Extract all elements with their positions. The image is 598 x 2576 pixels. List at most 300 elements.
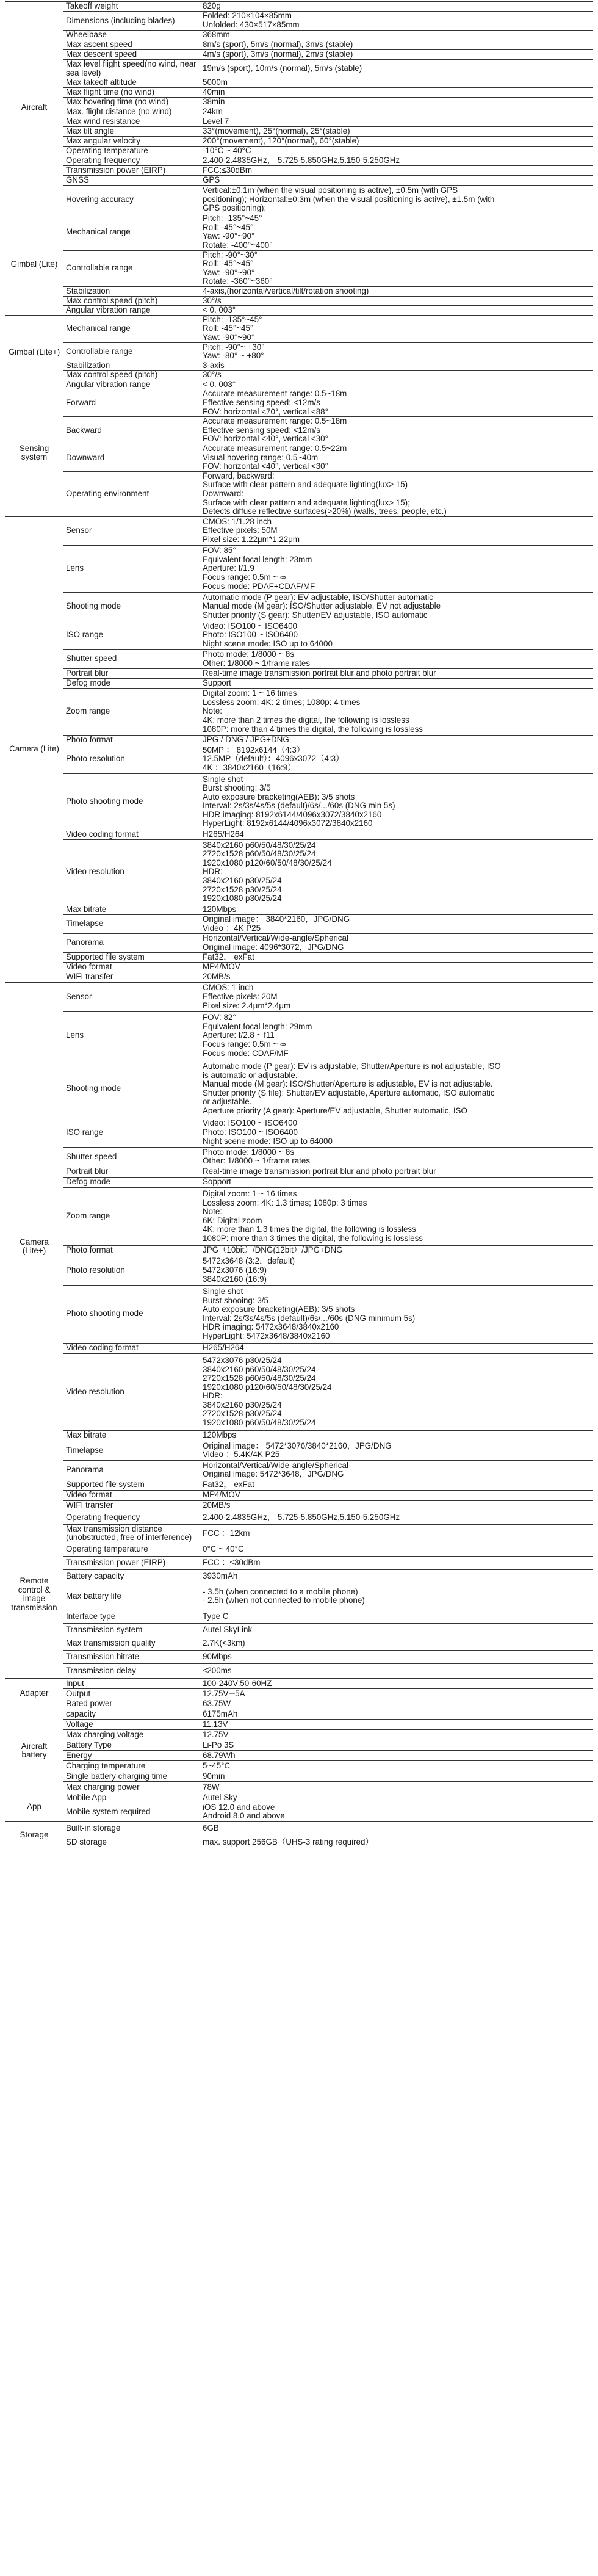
spec-value	[200, 1803, 593, 1821]
section-category: Aircraft	[5, 2, 63, 214]
spec-value-line: 2.7K(<3km)	[203, 1638, 245, 1648]
spec-value-line: 30°/s	[203, 370, 222, 380]
spec-row	[5, 12, 593, 31]
spec-value-line: 1920x1080 p60/50/48/30/25/24	[203, 1418, 316, 1428]
spec-value-line: Horizontal/Vertical/Wide-angle/Spherical	[203, 933, 348, 943]
spec-value-line: 8m/s (sport), 5m/s (normal), 3m/s (stable)	[203, 40, 353, 49]
spec-row	[5, 1610, 593, 1623]
spec-row	[5, 444, 593, 472]
spec-value	[200, 1524, 593, 1543]
spec-label: Battery Type	[63, 1740, 200, 1750]
spec-value	[200, 417, 593, 444]
spec-label: Dimensions (including blades)	[63, 12, 200, 31]
spec-row	[5, 50, 593, 60]
spec-row	[5, 962, 593, 972]
spec-value-line: Auto exposure bracketing(AEB): 3/5 shots	[203, 1304, 355, 1314]
spec-label: Built-in storage	[63, 1821, 200, 1836]
spec-value-line: 6K: Digital zoom	[203, 1215, 262, 1225]
spec-value-line: Effective sensing speed: <12m/s	[203, 398, 320, 408]
spec-label: Output	[63, 1688, 200, 1699]
section-category: Camera (Lite+)	[5, 982, 63, 1511]
spec-row	[5, 735, 593, 745]
spec-value-line: Yaw: -90°~90°	[203, 267, 255, 277]
spec-value-line: 3840x2160 p30/25/24	[203, 1400, 282, 1409]
spec-value	[200, 1177, 593, 1187]
spec-value	[200, 1060, 593, 1118]
spec-value-line: Pitch: -90°~ +30°	[203, 342, 265, 352]
spec-value	[200, 1663, 593, 1678]
spec-value-line: FOV: 85°	[203, 546, 236, 555]
spec-value-line: Autel SkyLink	[203, 1625, 253, 1635]
spec-value-line: or adjustable.	[203, 1097, 252, 1107]
spec-value	[200, 137, 593, 147]
spec-value-line: Photo: ISO100 ~ ISO6400	[203, 630, 298, 640]
spec-value	[200, 773, 593, 830]
spec-value	[200, 1623, 593, 1637]
spec-row	[5, 1543, 593, 1556]
spec-value-line: MP4/MOV	[203, 962, 240, 971]
spec-value-line: < 0. 003°	[203, 380, 236, 389]
spec-value	[200, 88, 593, 98]
spec-value-line: Effective sensing speed: <12m/s	[203, 425, 320, 435]
section-category: App	[5, 1793, 63, 1821]
spec-label: Interface type	[63, 1610, 200, 1623]
spec-row	[5, 315, 593, 342]
spec-value	[200, 60, 593, 78]
spec-label: Supported file system	[63, 1480, 200, 1490]
spec-value	[200, 1460, 593, 1480]
spec-value-line: iOS 12.0 and above	[203, 1803, 275, 1812]
spec-row	[5, 1709, 593, 1719]
spec-label: Voltage	[63, 1719, 200, 1729]
spec-value	[200, 1719, 593, 1729]
spec-value-line: Video ：4K P25	[203, 923, 261, 933]
spec-value	[200, 592, 593, 621]
spec-value-line: - 3.5h (when connected to a mobile phone)	[203, 1586, 358, 1596]
spec-value-line: 368mm	[203, 30, 230, 40]
spec-value-line: Original image： 3840*2160，JPG/DNG	[203, 914, 350, 924]
spec-value-line: FOV: horizontal <40°, vertical <30°	[203, 434, 328, 444]
spec-row	[5, 1490, 593, 1500]
spec-value-line: ≤200ms	[203, 1666, 232, 1676]
spec-label: Operating environment	[63, 471, 200, 516]
spec-label: WIFI transfer	[63, 1500, 200, 1511]
spec-value-line: Note:	[203, 1207, 223, 1217]
spec-label: Operating temperature	[63, 1543, 200, 1556]
spec-value-line: Li-Po 3S	[203, 1740, 234, 1749]
spec-value-line: Real-time image transmission portrait blur and photo portrait blur	[203, 668, 436, 678]
spec-label: Max bitrate	[63, 905, 200, 914]
spec-value-line: 12.75V	[203, 1729, 229, 1739]
spec-value-line: Yaw: -90°~90°	[203, 231, 255, 241]
spec-row	[5, 1803, 593, 1821]
spec-row	[5, 688, 593, 735]
spec-value-line: Autel Sky	[203, 1793, 237, 1802]
spec-value-line: Shutter priority (S file): Shutter/EV adjustable, Aperture automatic, ISO automatic	[203, 1088, 495, 1098]
spec-value-line: Real-time image transmission portrait blur and photo portrait blur	[203, 1167, 436, 1176]
spec-value	[200, 1781, 593, 1793]
spec-value-line: Aperture: f/2.8 ~ f11	[203, 1030, 275, 1040]
spec-value	[200, 1836, 593, 1850]
spec-label: Forward	[63, 389, 200, 417]
spec-value-line: 5472x3648 (3:2，default)	[203, 1256, 295, 1266]
spec-label: Supported file system	[63, 952, 200, 962]
spec-value	[200, 98, 593, 107]
spec-value	[200, 1256, 593, 1285]
spec-value-line: 33°(movement), 25°(normal), 25°(stable)	[203, 126, 350, 136]
spec-value-line: Type C	[203, 1612, 229, 1621]
spec-label: ISO range	[63, 621, 200, 649]
spec-value-line: FOV: 82°	[203, 1013, 236, 1022]
spec-value-line: Shutter priority (S gear): Shutter/EV adjustable, ISO automatic	[203, 610, 428, 620]
spec-value-line: 63.75W	[203, 1699, 231, 1709]
spec-value-line: GPS positioning);	[203, 203, 267, 213]
spec-row	[5, 380, 593, 389]
spec-row	[5, 678, 593, 688]
spec-row	[5, 1500, 593, 1511]
spec-value-line: 68.79Wh	[203, 1750, 236, 1760]
spec-value-line: Interval: 2s/3s/4s/5s (default)/6s/.../60s (DNG minimum 5s)	[203, 1313, 416, 1323]
spec-value	[200, 1187, 593, 1245]
spec-label: Photo shooting mode	[63, 1285, 200, 1343]
spec-label: Sensor	[63, 516, 200, 545]
spec-value	[200, 380, 593, 389]
spec-row	[5, 1167, 593, 1177]
spec-value-line: 3840x2160 (16:9)	[203, 1274, 267, 1284]
spec-label: Shooting mode	[63, 1060, 200, 1118]
spec-value	[200, 830, 593, 839]
spec-value	[200, 1353, 593, 1430]
spec-value-line: 4-axis,(horizontal/vertical/tilt/rotation shooting)	[203, 286, 369, 295]
spec-value-line: 1920x1080 p120/60/50/48/30/25/24	[203, 858, 332, 867]
spec-value	[200, 1793, 593, 1803]
spec-value-line: 4K: more than 1.3 times the digital, the following is lossless	[203, 1225, 416, 1234]
spec-row	[5, 1663, 593, 1678]
spec-value-line: 2.400-2.4835GHz， 5.725-5.850GHz,5.150-5.250GHz	[203, 1512, 400, 1522]
section-category: Gimbal (Lite+)	[5, 315, 63, 389]
spec-row	[5, 471, 593, 516]
spec-value-line: Manual mode (M gear): ISO/Shutter adjustable, EV not adjustable	[203, 601, 441, 611]
spec-value-line: Original image: 5472*3648，JPG/DNG	[203, 1469, 344, 1479]
spec-row	[5, 1583, 593, 1610]
spec-label: Hovering accuracy	[63, 186, 200, 214]
spec-value-line: Burst shooting: 3/5	[203, 783, 271, 793]
spec-label: Photo resolution	[63, 1256, 200, 1285]
spec-label: Max bitrate	[63, 1430, 200, 1441]
spec-label: Portrait blur	[63, 668, 200, 678]
section-category: Sensing system	[5, 389, 63, 516]
spec-row	[5, 1480, 593, 1490]
spec-label: Timelapse	[63, 1441, 200, 1460]
spec-value	[200, 745, 593, 773]
spec-row	[5, 745, 593, 773]
section-category: Remote control & image transmission	[5, 1511, 63, 1678]
spec-value-line: Roll: -45°~45°	[203, 259, 254, 269]
spec-value-line: 2720x1528 p60/50/48/30/25/24	[203, 849, 316, 859]
spec-row	[5, 186, 593, 214]
spec-row	[5, 914, 593, 933]
spec-value-line: 2720x1528 p30/25/24	[203, 885, 282, 894]
spec-label: Lens	[63, 1011, 200, 1060]
spec-value	[200, 649, 593, 668]
spec-value-line: Accurate measurement range: 0.5~22m	[203, 444, 347, 454]
spec-row	[5, 1556, 593, 1569]
spec-value	[200, 1650, 593, 1663]
spec-row	[5, 306, 593, 316]
spec-label: ISO range	[63, 1118, 200, 1147]
spec-label: Downward	[63, 444, 200, 472]
spec-label: Max ascent speed	[63, 40, 200, 50]
spec-row	[5, 1430, 593, 1441]
spec-value	[200, 389, 593, 417]
spec-value	[200, 296, 593, 306]
spec-value-line: Digital zoom: 1 ~ 16 times	[203, 689, 297, 698]
spec-label: Shutter speed	[63, 649, 200, 668]
spec-row	[5, 176, 593, 186]
spec-value	[200, 156, 593, 166]
spec-row	[5, 1060, 593, 1118]
spec-value-line: HyperLight: 5472x3648/3840x2160	[203, 1331, 330, 1340]
spec-value-line: Equivalent focal length: 29mm	[203, 1021, 312, 1031]
spec-label: Video resolution	[63, 839, 200, 905]
spec-value-line: - 2.5h (when not connected to mobile phone)	[203, 1596, 365, 1605]
spec-value	[200, 371, 593, 380]
spec-value	[200, 166, 593, 176]
spec-row	[5, 2, 593, 12]
spec-label: Timelapse	[63, 914, 200, 933]
spec-value	[200, 678, 593, 688]
spec-value	[200, 516, 593, 545]
spec-row	[5, 31, 593, 40]
spec-value	[200, 1430, 593, 1441]
spec-label: Energy	[63, 1750, 200, 1760]
spec-value-line: 24km	[203, 107, 223, 117]
spec-value-line: Focus mode: CDAF/MF	[203, 1048, 289, 1058]
spec-value-line: Focus range: 0.5m ~ ∞	[203, 573, 286, 582]
spec-row	[5, 1147, 593, 1167]
spec-value-line: Burst shooing: 3/5	[203, 1295, 268, 1305]
spec-label: Photo shooting mode	[63, 773, 200, 830]
spec-table-body	[5, 2, 593, 1850]
spec-label: Operating frequency	[63, 156, 200, 166]
spec-value-line: 20MB/s	[203, 1500, 231, 1510]
spec-value-line: Other: 1/8000 ~ 1/frame rates	[203, 658, 311, 668]
spec-value	[200, 688, 593, 735]
spec-label: Max control speed (pitch)	[63, 371, 200, 380]
spec-value-line: Focus range: 0.5m ~ ∞	[203, 1040, 286, 1049]
spec-value	[200, 186, 593, 214]
spec-value-line: 5472x3076 (16:9)	[203, 1265, 267, 1275]
spec-value-line: Photo: ISO100 ~ ISO6400	[203, 1127, 298, 1137]
spec-value-line: Note:	[203, 706, 223, 716]
spec-label: Transmission bitrate	[63, 1650, 200, 1663]
spec-value-line: Level 7	[203, 117, 229, 126]
spec-value	[200, 1760, 593, 1771]
spec-row	[5, 147, 593, 156]
spec-value-line: 1080P: more than 4 times the digital, the following is lossless	[203, 724, 423, 734]
spec-value-line: 12.5MP（default）：4096x3072（4:3）	[203, 754, 344, 764]
spec-row	[5, 1781, 593, 1793]
spec-value-line: Visual hovering range: 0.5~40m	[203, 452, 319, 462]
spec-label: Takeoff weight	[63, 2, 200, 12]
spec-value-line: Focus mode: PDAF+CDAF/MF	[203, 581, 315, 591]
spec-row	[5, 361, 593, 371]
spec-value-line: FOV: horizontal <40°, vertical <30°	[203, 461, 328, 471]
spec-value	[200, 668, 593, 678]
spec-label: Transmission power (EIRP)	[63, 166, 200, 176]
spec-label: Angular vibration range	[63, 306, 200, 316]
spec-value	[200, 1678, 593, 1688]
spec-row	[5, 117, 593, 127]
spec-value-line: Accurate measurement range: 0.5~18m	[203, 416, 347, 426]
spec-value	[200, 1011, 593, 1060]
spec-label: Max tilt angle	[63, 127, 200, 137]
spec-label: Max angular velocity	[63, 137, 200, 147]
spec-value-line: 120Mbps	[203, 905, 237, 914]
spec-value	[200, 306, 593, 316]
spec-label: Zoom range	[63, 1187, 200, 1245]
spec-label: Wheelbase	[63, 31, 200, 40]
spec-value-line: Video: ISO100 ~ ISO6400	[203, 621, 297, 631]
spec-row	[5, 905, 593, 914]
spec-value-line: Accurate measurement range: 0.5~18m	[203, 389, 347, 399]
spec-row	[5, 668, 593, 678]
spec-value-line: 120Mbps	[203, 1430, 237, 1440]
spec-value	[200, 1167, 593, 1177]
spec-value-line: Rotate: -360°~360°	[203, 277, 273, 286]
spec-label: Max takeoff altitude	[63, 78, 200, 88]
spec-label: Single battery charging time	[63, 1771, 200, 1781]
spec-value-line: 90min	[203, 1771, 225, 1781]
spec-value	[200, 905, 593, 914]
spec-value-line: 6175mAh	[203, 1709, 238, 1718]
spec-value-line: 3930mAh	[203, 1571, 238, 1581]
spec-row	[5, 1719, 593, 1729]
spec-label: Max transmission quality	[63, 1637, 200, 1650]
spec-value	[200, 839, 593, 905]
spec-label: Panorama	[63, 1460, 200, 1480]
spec-label: Defog mode	[63, 678, 200, 688]
spec-label: Max charging power	[63, 1781, 200, 1793]
spec-value-line: Pitch: -135°~45°	[203, 214, 262, 223]
spec-label: Angular vibration range	[63, 380, 200, 389]
spec-value	[200, 342, 593, 361]
spec-label: Photo format	[63, 735, 200, 745]
spec-value-line: Equivalent focal length: 23mm	[203, 554, 312, 564]
spec-row	[5, 830, 593, 839]
spec-value	[200, 621, 593, 649]
spec-value-line: Detects diffuse reflective surfaces(>20%) (walls, trees, people, etc.)	[203, 507, 447, 516]
spec-label: Transmission system	[63, 1623, 200, 1637]
spec-value	[200, 31, 593, 40]
spec-value	[200, 1118, 593, 1147]
spec-value	[200, 1511, 593, 1524]
spec-value-line: Original image: 4096*3072，JPG/DNG	[203, 942, 344, 952]
spec-row	[5, 137, 593, 147]
spec-row	[5, 839, 593, 905]
spec-value	[200, 982, 593, 1011]
spec-value-line: Yaw: -90°~90°	[203, 332, 255, 342]
spec-row	[5, 1688, 593, 1699]
spec-value-line: Video ：5.4K/4K P25	[203, 1450, 280, 1460]
spec-row	[5, 982, 593, 1011]
spec-value	[200, 1637, 593, 1650]
spec-row	[5, 972, 593, 982]
spec-value-line: 5472x3076 p30/25/24	[203, 1355, 282, 1365]
spec-value	[200, 147, 593, 156]
spec-value-line: 4K ：3840x2160（16:9）	[203, 763, 296, 773]
spec-row	[5, 342, 593, 361]
spec-value-line: Pitch: -90°~30°	[203, 250, 258, 259]
spec-row	[5, 127, 593, 137]
spec-value	[200, 1821, 593, 1836]
spec-value-line: Surface with clear pattern and adequate lighting(lux> 15);	[203, 497, 410, 507]
spec-value	[200, 545, 593, 592]
spec-row	[5, 952, 593, 962]
spec-label: Max descent speed	[63, 50, 200, 60]
spec-label: Photo format	[63, 1245, 200, 1256]
spec-label: Battery capacity	[63, 1569, 200, 1583]
spec-value-line: HDR imaging: 5472x3648/3840x2160	[203, 1322, 339, 1332]
spec-value-line: 1920x1080 p120/60/50/48/30/25/24	[203, 1382, 332, 1392]
spec-value	[200, 286, 593, 296]
spec-value-line: Horizontal/Vertical/Wide-angle/Spherical	[203, 1460, 348, 1470]
spec-value-line: 11.13V	[203, 1719, 228, 1729]
spec-value	[200, 1729, 593, 1740]
spec-value-line: FCC:≤30dBm	[203, 165, 253, 175]
spec-value-line: 3-axis	[203, 361, 225, 370]
spec-row	[5, 166, 593, 176]
spec-value-line: CMOS: 1 inch	[203, 983, 254, 993]
spec-value	[200, 1688, 593, 1699]
spec-value	[200, 735, 593, 745]
spec-label: Mobile App	[63, 1793, 200, 1803]
spec-label: Max. flight distance (no wind)	[63, 107, 200, 117]
spec-label: Max level flight speed(no wind, near sea level)	[63, 60, 200, 78]
spec-value-line: Single shot	[203, 774, 243, 784]
spec-value	[200, 315, 593, 342]
spec-value-line: Folded: 210×104×85mm	[203, 11, 292, 21]
spec-label: Zoom range	[63, 688, 200, 735]
spec-row	[5, 98, 593, 107]
spec-value	[200, 78, 593, 88]
spec-value	[200, 1569, 593, 1583]
spec-row	[5, 545, 593, 592]
spec-value	[200, 1147, 593, 1167]
spec-label: Max transmission distance (unobstructed, free of interference)	[63, 1524, 200, 1543]
spec-value-line: Pixel size: 1.22μm*1.22μm	[203, 535, 300, 545]
spec-row	[5, 250, 593, 286]
spec-value-line: H265/H264	[203, 830, 244, 839]
spec-value	[200, 1343, 593, 1353]
section-category: Aircraft battery	[5, 1709, 63, 1793]
spec-label: Mechanical range	[63, 214, 200, 250]
spec-row	[5, 1699, 593, 1709]
spec-label: Video format	[63, 962, 200, 972]
spec-label: Video format	[63, 1490, 200, 1500]
spec-value	[200, 1709, 593, 1719]
spec-value-line: HDR:	[203, 1391, 223, 1401]
spec-value	[200, 471, 593, 516]
spec-value-line: Single shot	[203, 1287, 243, 1296]
spec-value-line: Automatic mode (P gear): EV adjustable, ISO/Shutter automatic	[203, 592, 433, 602]
spec-row	[5, 371, 593, 380]
spec-label: capacity	[63, 1709, 200, 1719]
spec-value	[200, 1285, 593, 1343]
spec-value-line: 1080P: more than 3 times the digital, the following is lossless	[203, 1233, 423, 1243]
spec-label: Controllable range	[63, 250, 200, 286]
spec-row	[5, 516, 593, 545]
